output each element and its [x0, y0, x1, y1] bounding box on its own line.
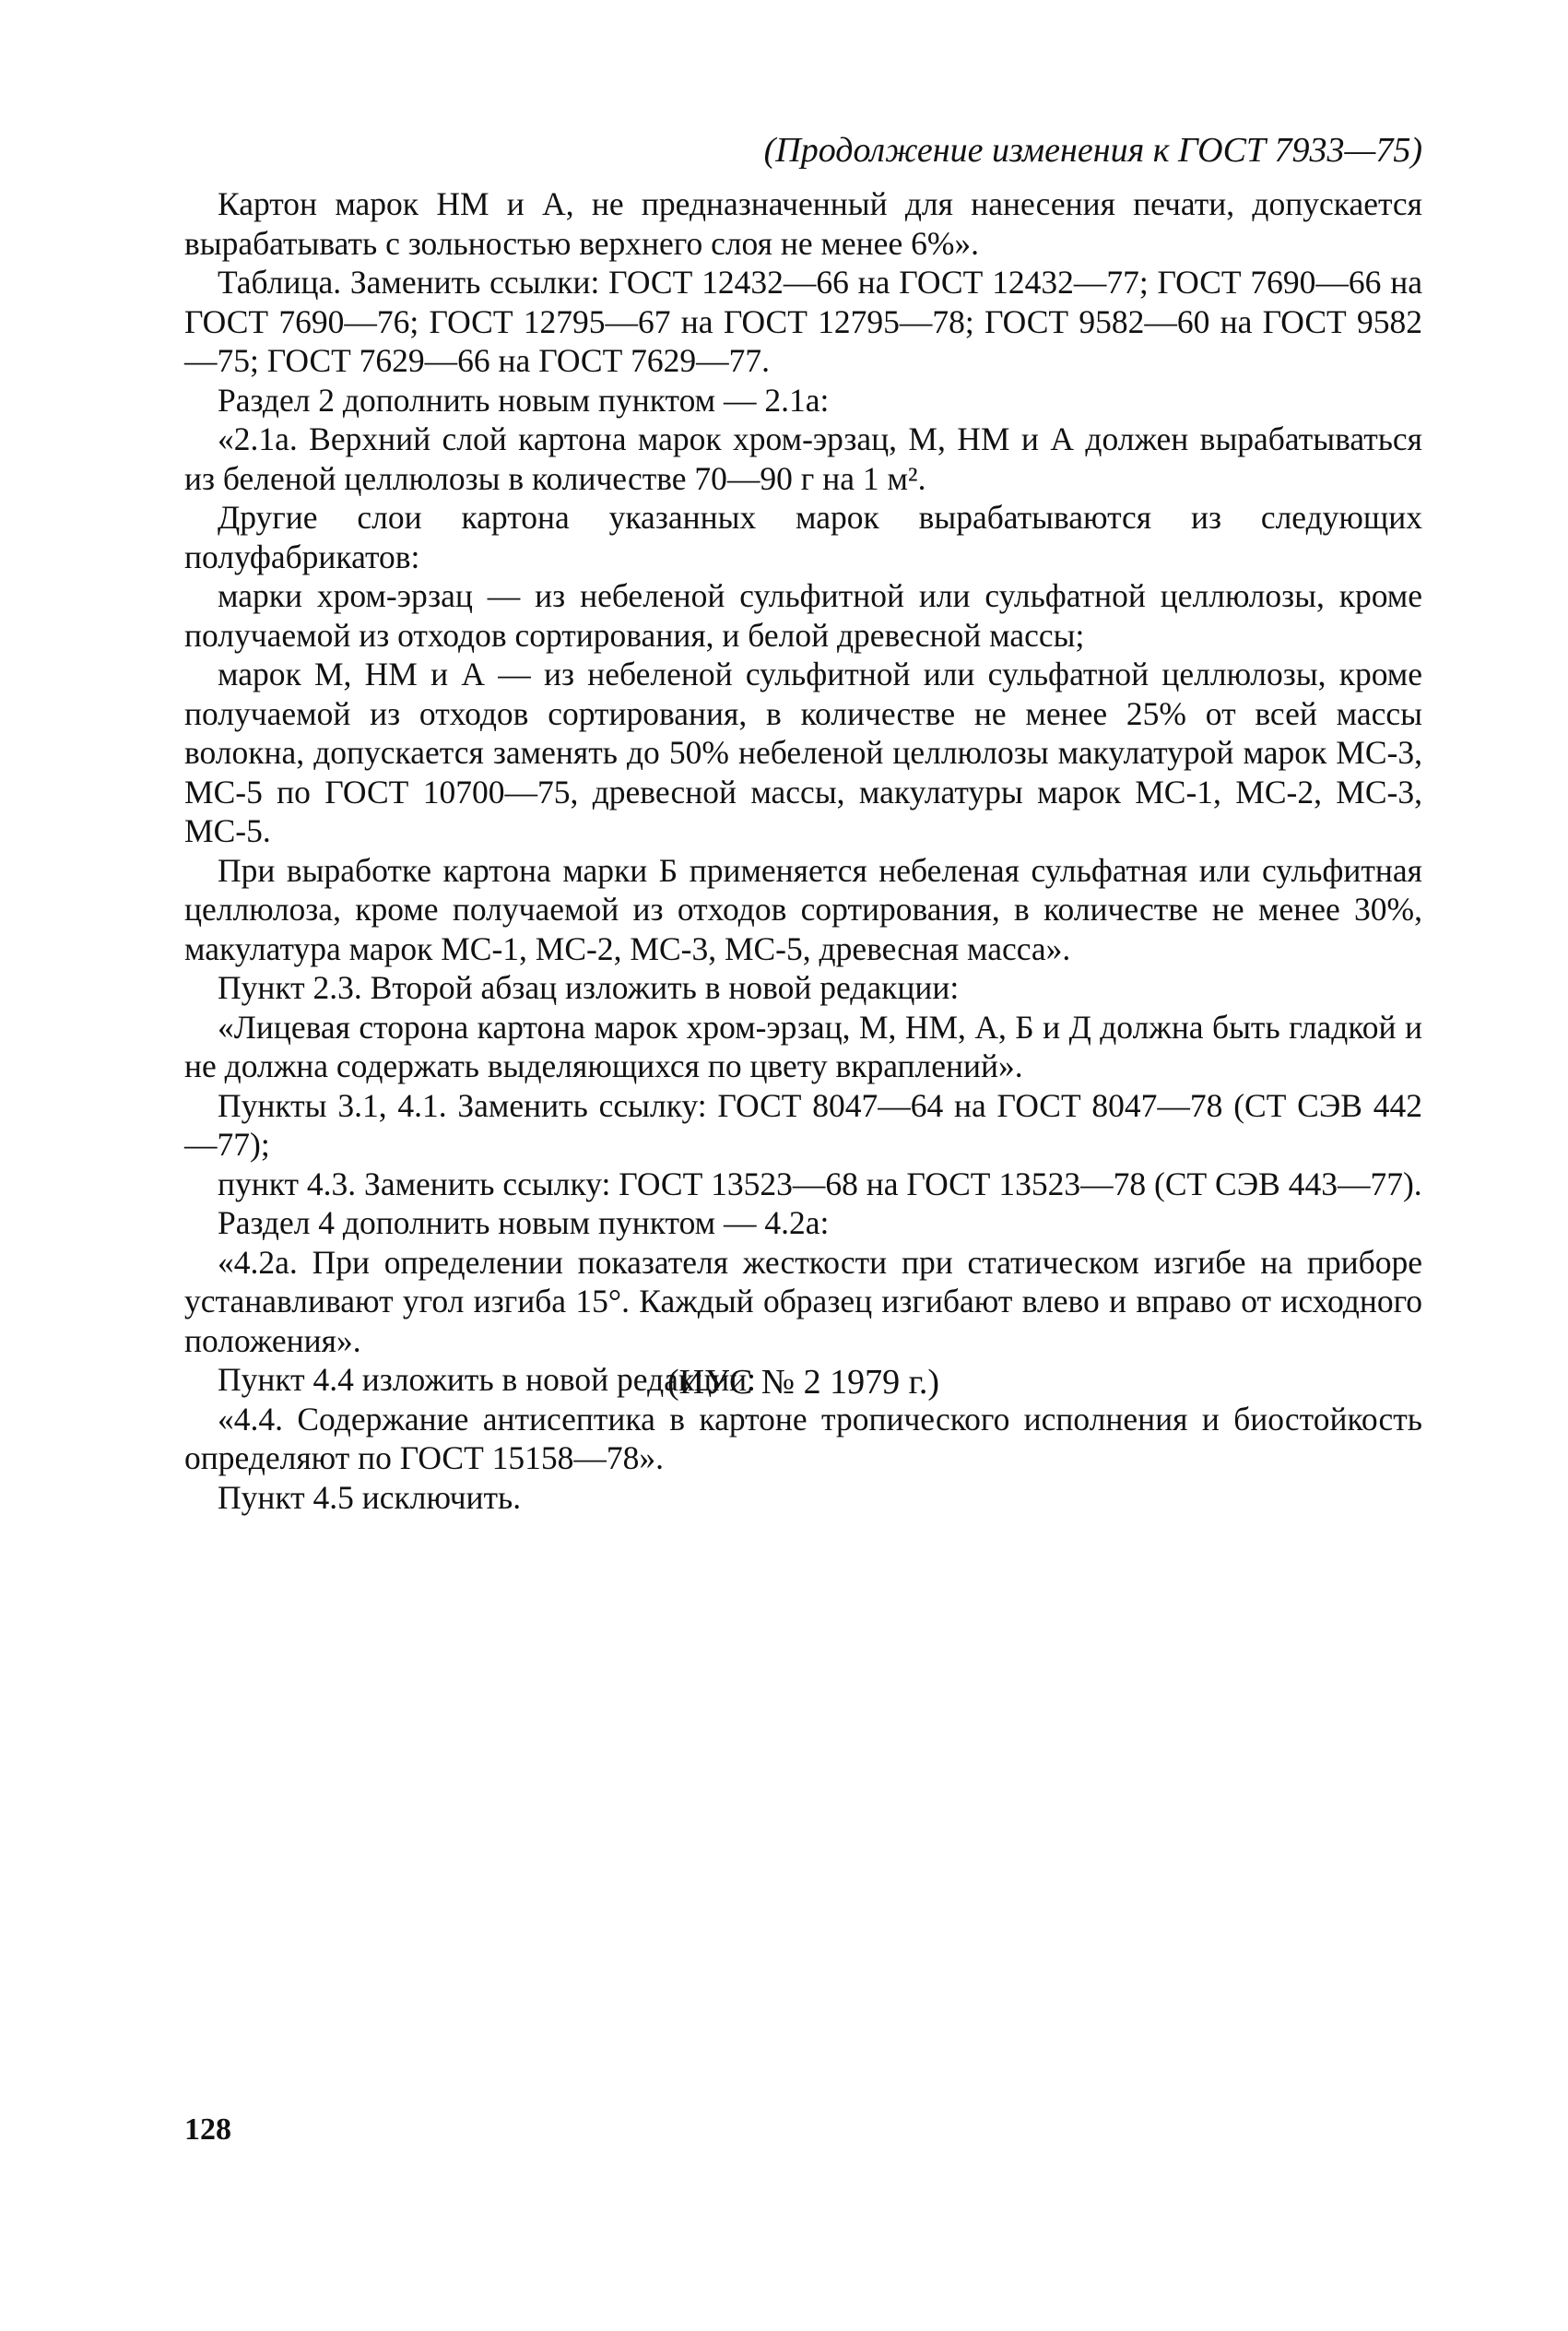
source-note: (ИУС № 2 1979 г.) — [666, 1363, 940, 1402]
paragraph: Другие слои картона указанных марок вырабатываются из следующих полуфабрикатов: — [184, 499, 1422, 575]
paragraph: «Лицевая сторона картона марок хром-эрзац, М, НМ, А, Б и Д должна быть гладкой и не должна содержать выделяющихся по цвету вкраплений». — [184, 1008, 1422, 1084]
paragraph: Пункты 3.1, 4.1. Заменить ссылку: ГОСТ 8047—64 на ГОСТ 8047—78 (СТ СЭВ 442—77); — [184, 1086, 1422, 1163]
paragraph: марок М, НМ и А — из небеленой сульфитной или сульфатной целлюлозы, кроме получаемой из отходов сортирования, в количестве не менее 25% от всей массы волокна, допускается заменять до 50% небеленой целлюлозы макулатурой марок МС-3, МС-5 по ГОСТ 10700—75, древесной массы, макулатуры марок МС-1, МС-2, МС-3, МС-5. — [184, 656, 1422, 849]
paragraph: Картон марок НМ и А, не предназначенный для нанесения печати, допускается вырабатывать с зольностью верхнего слоя не менее 6%». — [184, 185, 1422, 262]
paragraph: Пункт 2.3. Второй абзац изложить в новой редакции: — [218, 969, 960, 1006]
paragraph: Раздел 2 дополнить новым пунктом — 2.1а: — [218, 381, 830, 419]
paragraph: При выработке картона марки Б применяется небеленая сульфатная или сульфитная целлюлоза, кроме получаемой из отходов сортирования, в количестве не менее 30%, макулатура марок МС-1, МС-2, МС-3, МС-5, древесная масса». — [184, 851, 1422, 967]
amendment-text — [184, 184, 1422, 1517]
paragraph: пункт 4.3. Заменить ссылку: ГОСТ 13523—68 на ГОСТ 13523—78 (СТ СЭВ 443—77). — [218, 1165, 1422, 1202]
paragraph: Таблица. Заменить ссылки: ГОСТ 12432—66 на ГОСТ 12432—77; ГОСТ 7690—66 на ГОСТ 7690—76; ГОСТ 12795—67 на ГОСТ 12795—78; ГОСТ 9582—60 на ГОСТ 9582—75; ГОСТ 7629—66 на ГОСТ 7629—77. — [184, 264, 1422, 379]
page-number: 128 — [184, 2112, 231, 2147]
paragraph: «4.2а. При определении показателя жесткости при статическом изгибе на приборе устанавливают угол изгиба 15°. Каждый образец изгибают влево и вправо от исходного положения». — [184, 1243, 1422, 1359]
paragraph: марки хром-эрзац — из небеленой сульфитной или сульфатной целлюлозы, кроме получаемой из отходов сортирования, и белой древесной массы; — [184, 577, 1422, 654]
paragraph: Пункт 4.5 исключить. — [218, 1478, 522, 1516]
paragraph: Пункт 4.4 изложить в новой редакции: — [218, 1361, 756, 1398]
paragraph: «2.1а. Верхний слой картона марок хром-эрзац, М, НМ и А должен вырабатываться из беленой целлюлозы в количестве 70—90 г на 1 м². — [184, 420, 1422, 497]
paragraph: Раздел 4 дополнить новым пунктом — 4.2а: — [218, 1204, 830, 1241]
paragraph: «4.4. Содержание антисептика в картоне тропического исполнения и биостойкость определяют по ГОСТ 15158—78». — [184, 1400, 1422, 1476]
page-header: (Продолжение изменения к ГОСТ 7933—75) — [763, 131, 1422, 170]
